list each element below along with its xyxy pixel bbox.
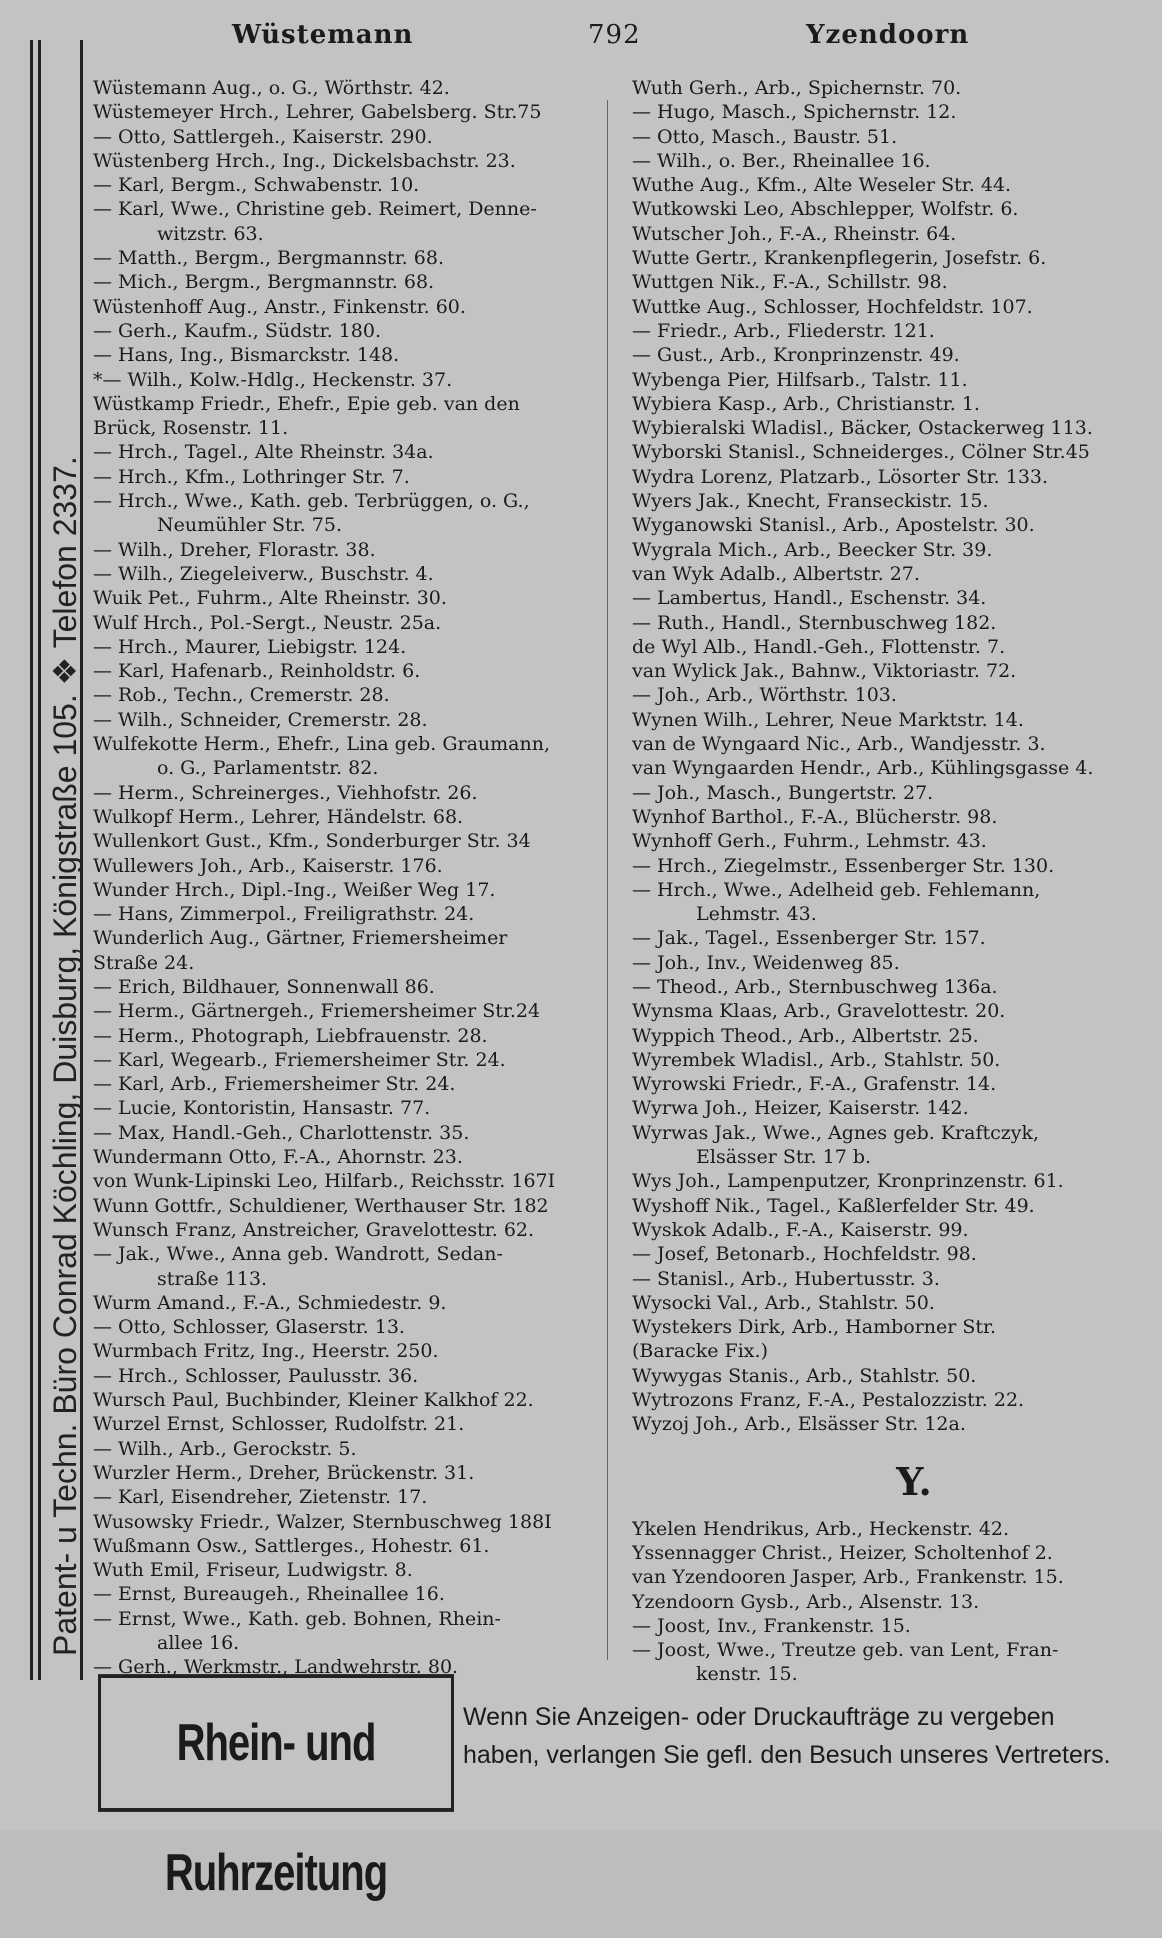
header-right: Yzendoorn [806, 20, 970, 50]
directory-entry: Ykelen Hendrikus, Arb., Heckenstr. 42. [632, 1517, 1010, 1540]
directory-entry: Elsässer Str. 17 b. [696, 1146, 872, 1169]
directory-entry: Neumühler Str. 75. [157, 514, 342, 537]
directory-entry: van Wylick Jak., Bahnw., Viktoriastr. 72. [632, 660, 1017, 683]
page-number: 792 [588, 20, 641, 50]
directory-entry: Wüstkamp Friedr., Ehefr., Epie geb. van den [93, 392, 520, 415]
directory-entry: — Otto, Schlosser, Glaserstr. 13. [93, 1316, 405, 1339]
directory-entry: Lehmstr. 43. [696, 903, 817, 926]
directory-entry: — Wilh., Schneider, Cremerstr. 28. [93, 708, 428, 731]
directory-entry: Wulkopf Herm., Lehrer, Händelstr. 68. [93, 805, 464, 828]
directory-entry: — Wilh., Ziegeleiverw., Buschstr. 4. [93, 562, 434, 585]
directory-entry: Wuthe Aug., Kfm., Alte Weseler Str. 44. [632, 174, 1012, 197]
directory-entry: — Karl, Wegearb., Friemersheimer Str. 24. [93, 1048, 506, 1071]
directory-entry: Wutscher Joh., F.-A., Rheinstr. 64. [632, 222, 957, 245]
directory-entry: — Hans, Ing., Bismarckstr. 148. [93, 344, 400, 367]
directory-entry: Wußmann Osw., Sattlerges., Hohestr. 61. [93, 1534, 490, 1557]
directory-entry: — Herm., Photograph, Liebfrauenstr. 28. [93, 1024, 488, 1047]
directory-entry: Wyrwas Jak., Wwe., Agnes geb. Kraftczyk, [632, 1121, 1040, 1144]
directory-entry: — Wilh., Arb., Gerockstr. 5. [93, 1437, 357, 1460]
sidebar-rule [38, 40, 41, 1680]
directory-entry: Wuth Emil, Friseur, Ludwigstr. 8. [93, 1559, 413, 1582]
directory-entry: — Hugo, Masch., Spichernstr. 12. [632, 101, 957, 124]
directory-entry: Wygrala Mich., Arb., Beecker Str. 39. [632, 538, 993, 561]
directory-entry: — Hans, Zimmerpol., Freiligrathstr. 24. [93, 903, 475, 926]
directory-entry: — Karl, Hafenarb., Reinholdstr. 6. [93, 660, 421, 683]
directory-entry: — Mich., Bergm., Bergmannstr. 68. [93, 271, 435, 294]
directory-entry: — Lucie, Kontoristin, Hansastr. 77. [93, 1097, 431, 1120]
directory-entry: Wurzel Ernst, Schlosser, Rudolfstr. 21. [93, 1413, 465, 1436]
directory-entry: Wyshoff Nik., Tagel., Kaßlerfelder Str. 49. [632, 1194, 1035, 1217]
ad-message [463, 1698, 1111, 1774]
directory-entry: — Gerh., Kaufm., Südstr. 180. [93, 319, 382, 342]
directory-entry: — Hrch., Wwe., Kath. geb. Terbrüggen, o. G., [93, 490, 530, 513]
directory-entry: — Hrch., Wwe., Adelheid geb. Fehlemann, [632, 878, 1041, 901]
directory-entry: o. G., Parlamentstr. 82. [157, 757, 379, 780]
directory-entry: — Erich, Bildhauer, Sonnenwall 86. [93, 975, 435, 998]
directory-entry: Wyzoj Joh., Arb., Elsässer Str. 12a. [632, 1413, 966, 1436]
directory-entry: Wüstenberg Hrch., Ing., Dickelsbachstr. 23. [93, 149, 516, 172]
directory-entry: van Wyngaarden Hendr., Arb., Kühlingsgasse 4. [632, 757, 1094, 780]
directory-entry: — Hrch., Ziegelmstr., Essenberger Str. 130. [632, 854, 1055, 877]
directory-entry: — Ernst, Bureaugeh., Rheinallee 16. [93, 1583, 445, 1606]
directory-entry: — Gerh., Werkmstr., Landwehrstr. 80. [93, 1656, 459, 1679]
directory-entry: — Stanisl., Arb., Hubertusstr. 3. [632, 1267, 940, 1290]
directory-entry: Wynsma Klaas, Arb., Gravelottestr. 20. [632, 1000, 1006, 1023]
directory-entry: Wüstemann Aug., o. G., Wörthstr. 42. [93, 77, 450, 99]
directory-entry: von Wunk-Lipinski Leo, Hilfarb., Reichsstr. 167I [93, 1170, 556, 1193]
directory-entry: — Rob., Techn., Cremerstr. 28. [93, 684, 390, 707]
directory-entry: — Hrch., Maurer, Liebigstr. 124. [93, 635, 407, 658]
directory-entry: Wydra Lorenz, Platzarb., Lösorter Str. 133. [632, 465, 1049, 488]
directory-entry: — Joh., Inv., Weidenweg 85. [632, 951, 900, 974]
directory-entry: van Yzendooren Jasper, Arb., Frankenstr. 15. [632, 1566, 1064, 1589]
directory-entry: Wunder Hrch., Dipl.-Ing., Weißer Weg 17. [93, 878, 496, 901]
directory-entry: — Lambertus, Handl., Eschenstr. 34. [632, 587, 987, 610]
directory-entry: Wyrowski Friedr., F.-A., Grafenstr. 14. [632, 1073, 997, 1096]
directory-entry: Wutte Gertr., Krankenpflegerin, Josefstr. 6. [632, 247, 1047, 270]
directory-entry: Wyborski Stanisl., Schneiderges., Cölner Str.45 [632, 441, 1090, 464]
right-entries-y [632, 1517, 1162, 1687]
right-column [632, 76, 1162, 1687]
directory-entry: Wyrwa Joh., Heizer, Kaiserstr. 142. [632, 1097, 969, 1120]
directory-entry: — Karl, Bergm., Schwabenstr. 10. [93, 174, 420, 197]
directory-entry: — Hrch., Kfm., Lothringer Str. 7. [93, 465, 410, 488]
right-entries-w [632, 76, 1162, 1437]
directory-entry: Wuth Gerh., Arb., Spichernstr. 70. [632, 77, 962, 99]
sidebar-advert [0, 30, 88, 1690]
directory-entry: Yssennagger Christ., Heizer, Scholtenhof 2. [632, 1541, 1053, 1564]
directory-entry: — Karl, Arb., Friemersheimer Str. 24. [93, 1073, 456, 1096]
directory-entry: — Hrch., Schlosser, Paulusstr. 36. [93, 1364, 419, 1387]
directory-entry: — Herm., Gärtnergeh., Friemersheimer Str.24 [93, 1000, 541, 1023]
newspaper-advert [98, 1690, 1148, 1902]
directory-entry: Wynhoff Gerh., Fuhrm., Lehmstr. 43. [632, 830, 987, 853]
directory-entry: — Jak., Wwe., Anna geb. Wandrott, Sedan- [93, 1243, 503, 1266]
directory-entry: Wysocki Val., Arb., Stahlstr. 50. [632, 1291, 935, 1314]
directory-entry: Wullenkort Gust., Kfm., Sonderburger Str. 34 [93, 830, 531, 853]
directory-entry: Wyganowski Stanisl., Arb., Apostelstr. 30. [632, 514, 1035, 537]
directory-entry: — Karl, Wwe., Christine geb. Reimert, Denne- [93, 198, 537, 221]
ad-brand: Rhein- und Ruhrzeitung [98, 1674, 454, 1812]
directory-entry: straße 113. [157, 1267, 268, 1290]
directory-entry: van de Wyngaard Nic., Arb., Wandjesstr. 3. [632, 733, 1046, 756]
directory-entry: allee 16. [157, 1632, 240, 1654]
directory-entry: — Theod., Arb., Sternbuschweg 136a. [632, 975, 998, 998]
directory-entry: — Otto, Sattlergeh., Kaiserstr. 290. [93, 125, 433, 148]
directory-entry: — Joh., Arb., Wörthstr. 103. [632, 684, 897, 707]
directory-entry: Wusowsky Friedr., Walzer, Sternbuschweg 188I [93, 1510, 552, 1533]
directory-entry: Wuttgen Nik., F.-A., Schillstr. 98. [632, 271, 948, 294]
ad-line-2: haben, verlangen Sie gefl. den Besuch unseres Vertreters. [463, 1741, 1111, 1769]
directory-entry: Wulf Hrch., Pol.-Sergt., Neustr. 25a. [93, 611, 442, 634]
directory-entry: Wynhof Barthol., F.-A., Blücherstr. 98. [632, 805, 998, 828]
directory-entry: Wurm Amand., F.-A., Schmiedestr. 9. [93, 1291, 447, 1314]
directory-entry: — Hrch., Tagel., Alte Rheinstr. 34a. [93, 441, 434, 464]
directory-entry: Wys Joh., Lampenputzer, Kronprinzenstr. 61. [632, 1170, 1064, 1193]
directory-entry: Wuttke Aug., Schlosser, Hochfeldstr. 107. [632, 295, 1033, 318]
directory-entry: — Joost, Wwe., Treutze geb. van Lent, Fran- [632, 1639, 1059, 1662]
directory-entry: — Matth., Bergm., Bergmannstr. 68. [93, 247, 444, 270]
directory-entry: Wursch Paul, Buchbinder, Kleiner Kalkhof 22. [93, 1389, 534, 1412]
directory-entry: — Wilh., o. Ber., Rheinallee 16. [632, 149, 931, 172]
directory-entry: Wurzler Herm., Dreher, Brückenstr. 31. [93, 1461, 475, 1484]
directory-entry: — Joost, Inv., Frankenstr. 15. [632, 1614, 911, 1637]
sidebar-text: Patent- u Techn. Büro Conrad Köchling, Duisburg, Königstraße 105. ❖ Telefon 2337. [47, 456, 83, 1656]
directory-entry: *— Wilh., Kolw.-Hdlg., Heckenstr. 37. [93, 368, 453, 391]
ad-line-1: Wenn Sie Anzeigen- oder Druckaufträge zu vergeben [463, 1703, 1055, 1731]
directory-entry: Wullewers Joh., Arb., Kaiserstr. 176. [93, 854, 443, 877]
directory-entry: Wybieralski Wladisl., Bäcker, Ostackerweg 113. [632, 417, 1093, 440]
left-column [93, 76, 672, 1680]
directory-entry: Wuik Pet., Fuhrm., Alte Rheinstr. 30. [93, 587, 447, 610]
directory-entry: Wytrozons Franz, F.-A., Pestalozzistr. 22. [632, 1389, 1025, 1412]
directory-entry: — Ernst, Wwe., Kath. geb. Bohnen, Rhein- [93, 1607, 501, 1630]
directory-entry: — Otto, Masch., Baustr. 51. [632, 125, 898, 148]
directory-entry: Wulfekotte Herm., Ehefr., Lina geb. Graumann, [93, 733, 551, 756]
directory-entry: de Wyl Alb., Handl.-Geh., Flottenstr. 7. [632, 635, 1006, 658]
section-letter: Y. [896, 1458, 932, 1504]
directory-entry: Wundermann Otto, F.-A., Ahornstr. 23. [93, 1146, 463, 1169]
directory-entry: — Karl, Eisendreher, Zietenstr. 17. [93, 1486, 428, 1509]
directory-entry: Wunn Gottfr., Schuldiener, Werthauser Str. 182 [93, 1194, 549, 1217]
directory-entry: Wunsch Franz, Anstreicher, Gravelottestr. 62. [93, 1218, 535, 1241]
directory-entry: Wyrembek Wladisl., Arb., Stahlstr. 50. [632, 1048, 1001, 1071]
directory-entry: Wüstenhoff Aug., Anstr., Finkenstr. 60. [93, 295, 466, 318]
directory-entry: Straße 24. [93, 951, 195, 974]
directory-entry: Wywygas Stanis., Arb., Stahlstr. 50. [632, 1364, 977, 1387]
sidebar-rule [30, 40, 33, 1680]
directory-entry: — Josef, Betonarb., Hochfeldstr. 98. [632, 1243, 977, 1266]
header-left: Wüstemann [232, 20, 414, 50]
directory-entry: Wybenga Pier, Hilfsarb., Talstr. 11. [632, 368, 968, 391]
directory-entry: — Wilh., Dreher, Florastr. 38. [93, 538, 376, 561]
directory-entry: Wutkowski Leo, Abschlepper, Wolfstr. 6. [632, 198, 1019, 221]
directory-entry: Wunderlich Aug., Gärtner, Friemersheimer [93, 927, 508, 950]
directory-entry: — Herm., Schreinerges., Viehhofstr. 26. [93, 781, 478, 804]
directory-entry: Wynen Wilh., Lehrer, Neue Marktstr. 14. [632, 708, 1024, 731]
directory-entry: — Ruth., Handl., Sternbuschweg 182. [632, 611, 997, 634]
directory-entry: — Gust., Arb., Kronprinzenstr. 49. [632, 344, 960, 367]
directory-entry: Wyskok Adalb., F.-A., Kaiserstr. 99. [632, 1218, 969, 1241]
directory-entry: Wurmbach Fritz, Ing., Heerstr. 250. [93, 1340, 439, 1363]
directory-entry: Wystekers Dirk, Arb., Hamborner Str. [632, 1316, 997, 1339]
directory-entry: — Friedr., Arb., Fliederstr. 121. [632, 319, 935, 342]
directory-entry: — Joh., Masch., Bungertstr. 27. [632, 781, 934, 804]
directory-entry: Brück, Rosenstr. 11. [93, 417, 289, 440]
directory-entry: Wyers Jak., Knecht, Franseckistr. 15. [632, 490, 989, 513]
directory-entry: Wüstemeyer Hrch., Lehrer, Gabelsberg. Str.75 [93, 101, 542, 124]
directory-entry: van Wyk Adalb., Albertstr. 27. [632, 562, 920, 585]
directory-entry: — Jak., Tagel., Essenberger Str. 157. [632, 927, 986, 950]
directory-entry: — Max, Handl.-Geh., Charlottenstr. 35. [93, 1121, 470, 1144]
directory-entry: kenstr. 15. [696, 1663, 798, 1686]
directory-entry: Wyppich Theod., Arb., Albertstr. 25. [632, 1024, 979, 1047]
directory-entry: Wybiera Kasp., Arb., Christianstr. 1. [632, 392, 980, 415]
directory-entry: witzstr. 63. [157, 222, 264, 245]
directory-entry: Yzendoorn Gysb., Arb., Alsenstr. 13. [632, 1590, 980, 1613]
directory-entry: (Baracke Fix.) [632, 1340, 768, 1363]
